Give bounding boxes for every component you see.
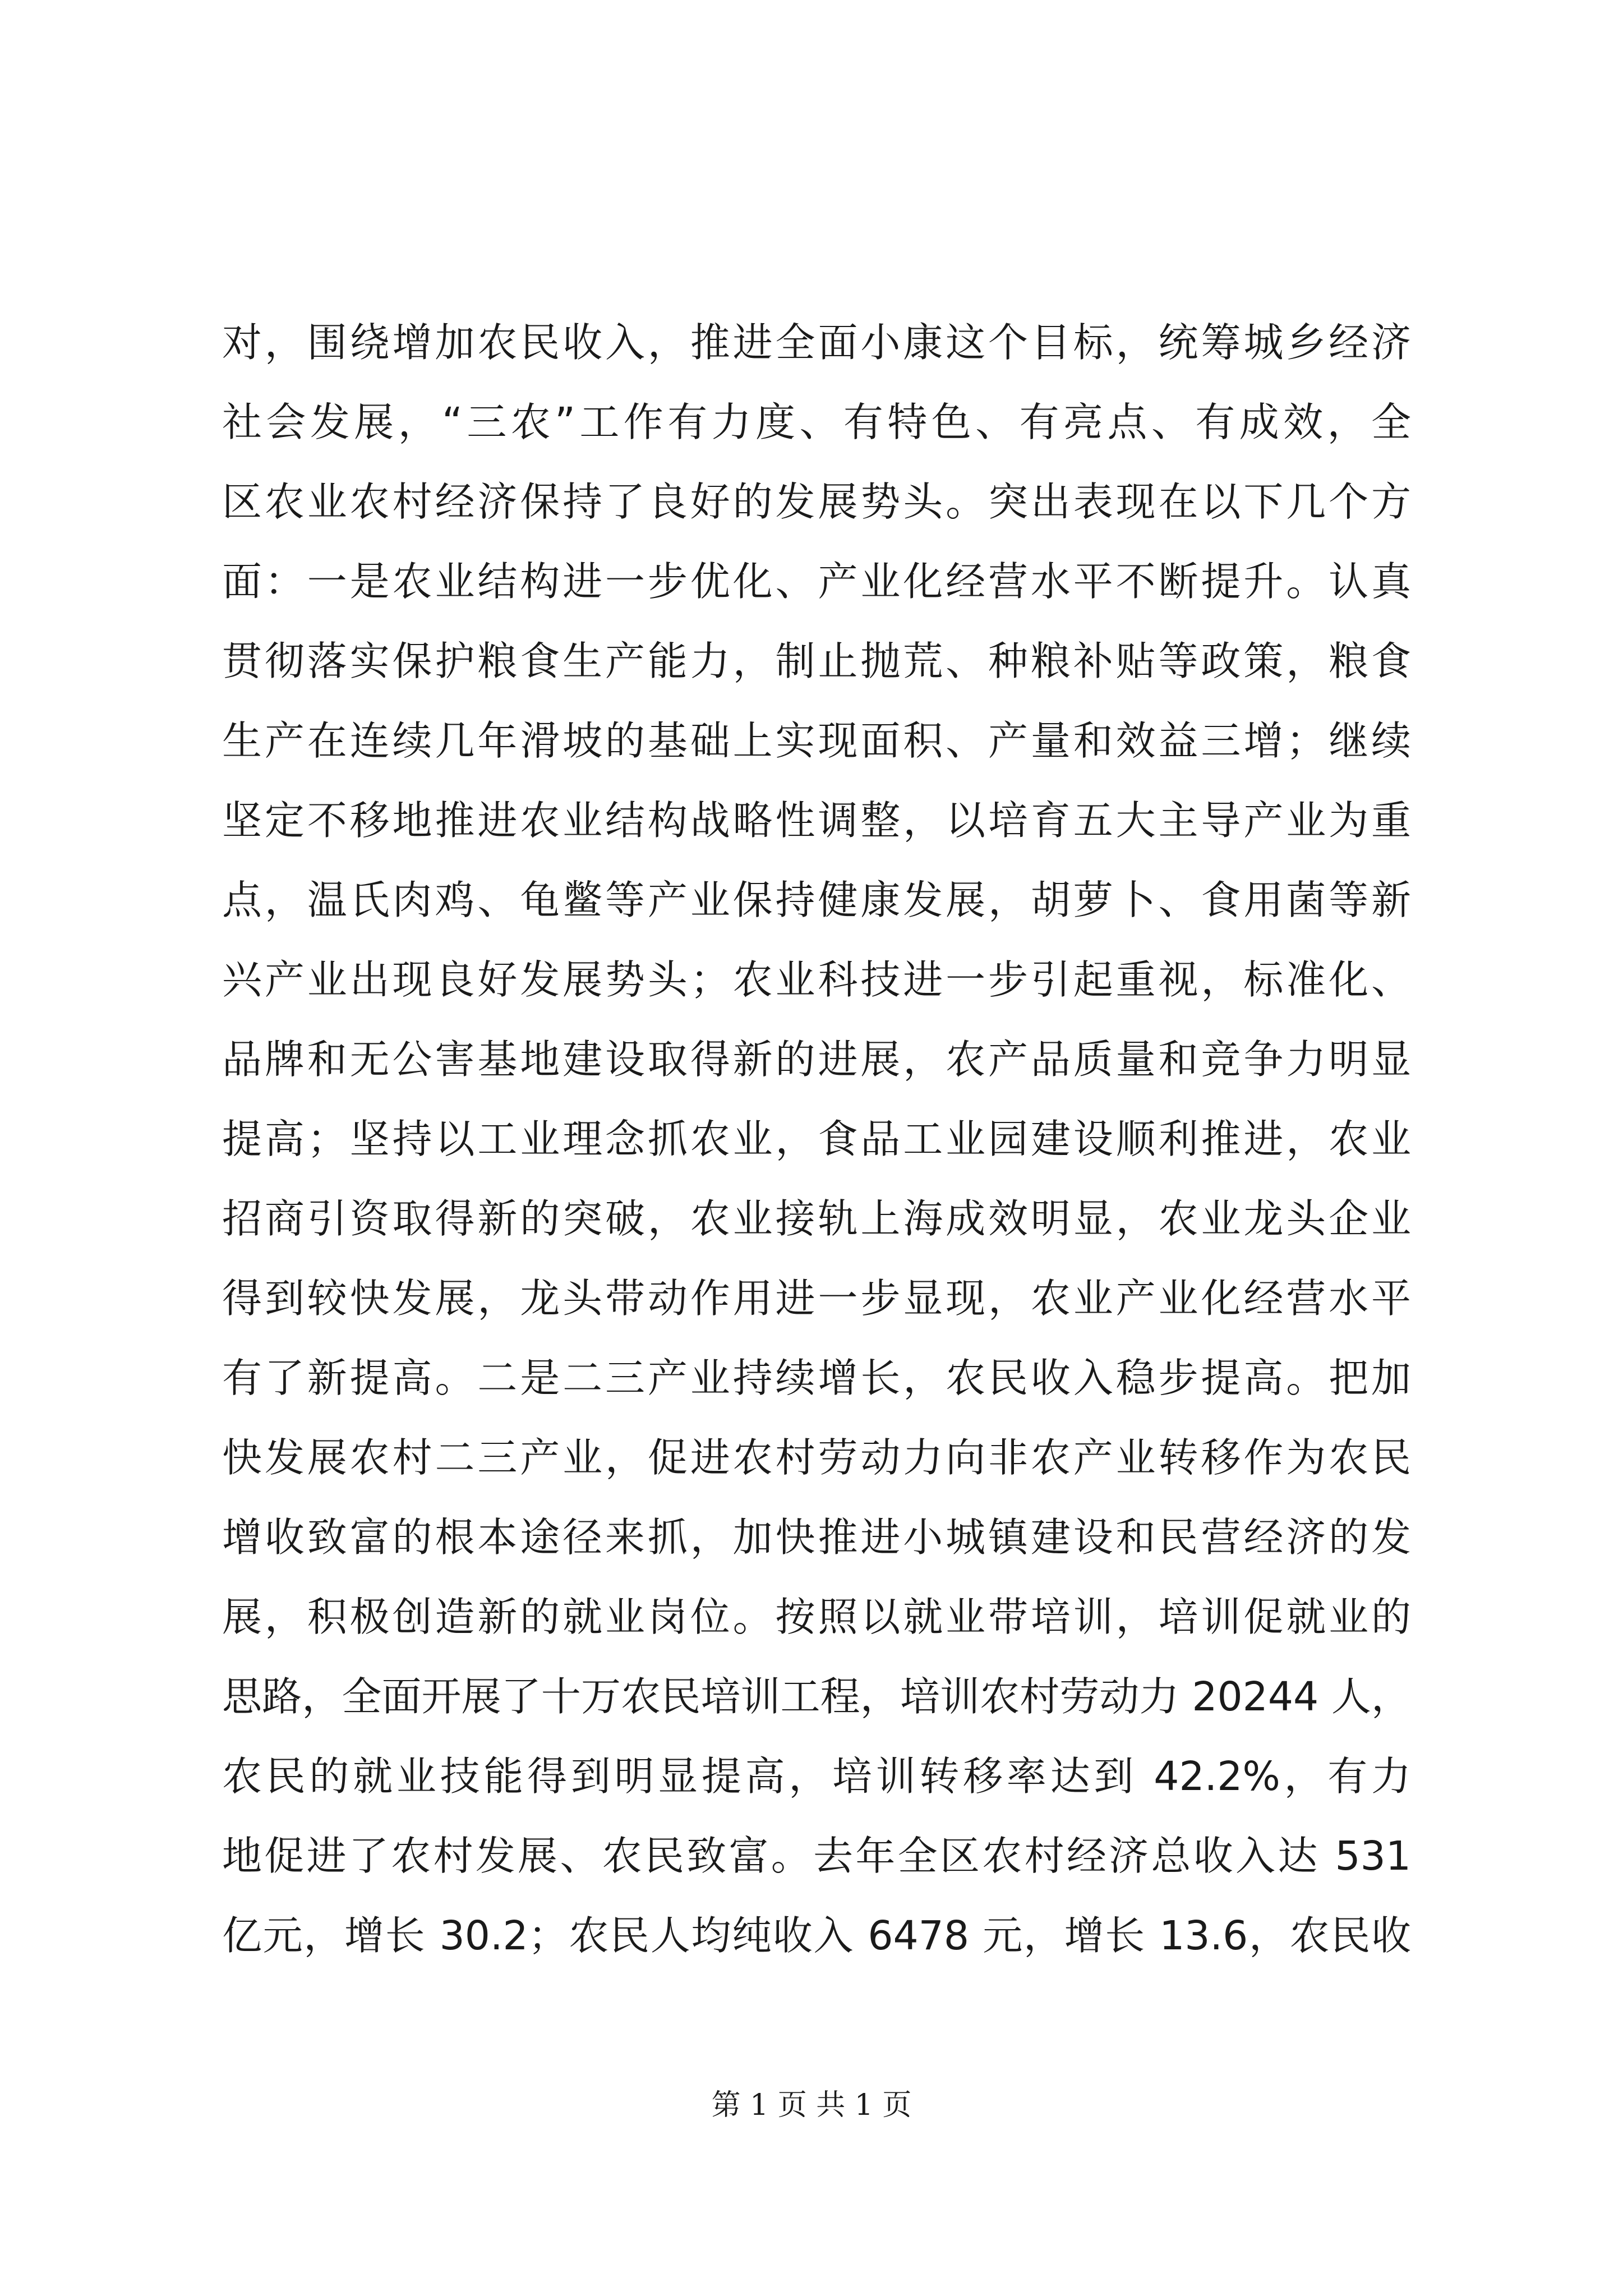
page-footer: 第 1 页 共 1 页 [711, 2088, 912, 2122]
text-line: 贯彻落实保护粮食生产能力，制止抛荒、种粮补贴等政策，粮食 [222, 638, 1411, 684]
text-line: 生产在连续几年滑坡的基础上实现面积、产量和效益三增；继续 [222, 717, 1411, 764]
body-text [222, 303, 1411, 1976]
text-line: 亿元，增长 30.2；农民人均纯收入 6478 元，增长 13.6，农民收 [222, 1912, 1411, 1959]
text-line: 区农业农村经济保持了良好的发展势头。突出表现在以下几个方 [222, 478, 1411, 525]
text-line: 坚定不移地推进农业结构战略性调整，以培育五大主导产业为重 [222, 797, 1411, 844]
text-line: 兴产业出现良好发展势头；农业科技进一步引起重视，标准化、 [222, 956, 1411, 1003]
text-line: 提高；坚持以工业理念抓农业，食品工业园建设顺利推进，农业 [222, 1116, 1411, 1162]
text-line: 思路，全面开展了十万农民培训工程，培训农村劳动力 20244 人， [222, 1673, 1411, 1720]
text-line: 快发展农村二三产业，促进农村劳动力向非农产业转移作为农民 [222, 1434, 1411, 1481]
text-line: 对，围绕增加农民收入，推进全面小康这个目标，统筹城乡经济 [222, 319, 1411, 366]
text-line: 展，积极创造新的就业岗位。按照以就业带培训，培训促就业的 [222, 1594, 1411, 1640]
text-line: 招商引资取得新的突破，农业接轨上海成效明显，农业龙头企业 [222, 1195, 1411, 1242]
text-line: 点，温氏肉鸡、龟鳖等产业保持健康发展，胡萝卜、食用菌等新 [222, 877, 1411, 923]
text-line: 品牌和无公害基地建设取得新的进展，农产品质量和竞争力明显 [222, 1036, 1411, 1083]
text-line: 地促进了农村发展、农民致富。去年全区农村经济总收入达 531 [222, 1833, 1411, 1879]
text-line: 增收致富的根本途径来抓，加快推进小城镇建设和民营经济的发 [222, 1514, 1411, 1561]
text-line: 面：一是农业结构进一步优化、产业化经营水平不断提升。认真 [222, 558, 1411, 605]
text-line: 社会发展，“三农”工作有力度、有特色、有亮点、有成效，全 [222, 399, 1411, 445]
text-line: 得到较快发展，龙头带动作用进一步显现，农业产业化经营水平 [222, 1275, 1411, 1322]
text-line: 农民的就业技能得到明显提高，培训转移率达到 42.2%，有力 [222, 1753, 1411, 1800]
text-line: 有了新提高。二是二三产业持续增长，农民收入稳步提高。把加 [222, 1355, 1411, 1401]
